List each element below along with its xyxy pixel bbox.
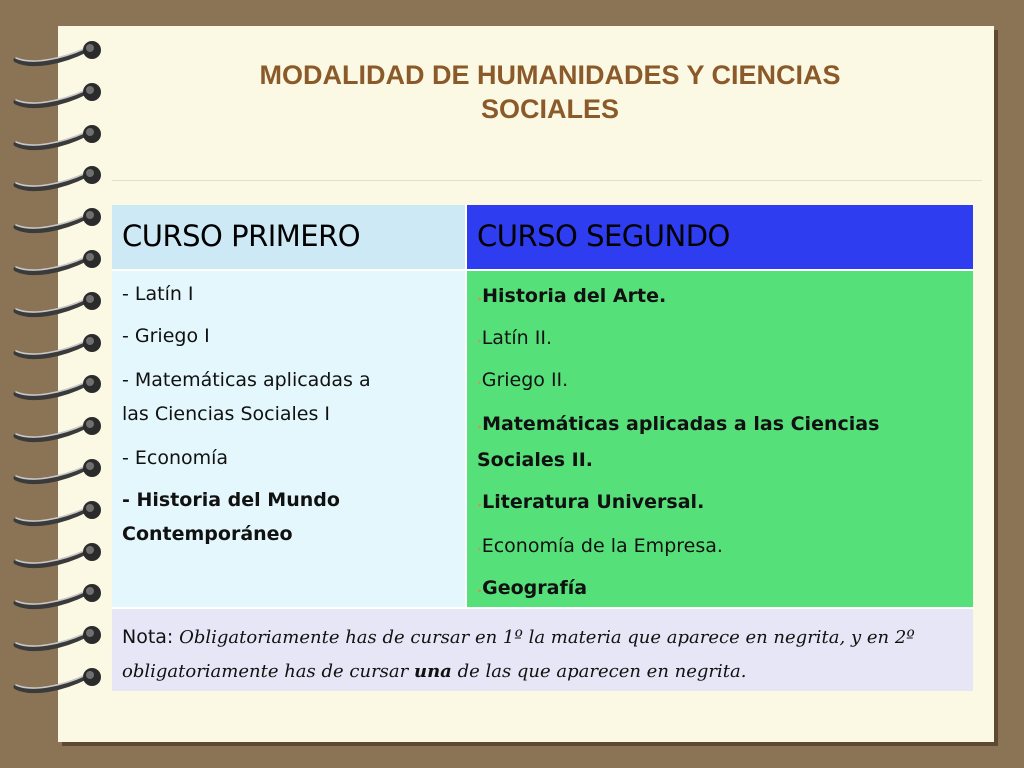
segundo-item-historia-arte bbox=[477, 279, 666, 317]
segundo-item-latin bbox=[477, 321, 552, 359]
bullet-icon: • bbox=[477, 501, 483, 510]
segundo-item-label: Literatura Universal. bbox=[482, 491, 705, 513]
primero-item-historia-line2: Contemporáneo bbox=[122, 523, 293, 545]
column-curso-segundo bbox=[467, 271, 973, 607]
bullet-icon: • bbox=[477, 295, 483, 304]
bullet-icon: • bbox=[477, 545, 482, 554]
spiral-binding-ring-icon bbox=[12, 205, 104, 235]
primero-item-economia: - Economía bbox=[122, 447, 229, 469]
bullet-icon: • bbox=[477, 587, 483, 596]
spiral-binding-ring-icon bbox=[12, 80, 104, 110]
header-curso-primero-label: CURSO PRIMERO bbox=[122, 219, 361, 253]
spiral-binding-ring-icon bbox=[12, 581, 104, 611]
header-curso-primero bbox=[112, 205, 467, 269]
spiral-binding-ring-icon bbox=[12, 163, 104, 193]
segundo-item-label: Griego II. bbox=[481, 369, 569, 391]
note-box bbox=[112, 609, 973, 691]
note-label: Nota: bbox=[122, 626, 174, 648]
title-line-1: MODALIDAD DE HUMANIDADES Y CIENCIAS bbox=[259, 60, 841, 90]
note-part-2: en 2º obligatoriamente has de cursar bbox=[122, 627, 915, 682]
segundo-item-economia-empresa bbox=[477, 529, 723, 567]
primero-item-griego: - Griego I bbox=[122, 325, 210, 347]
segundo-item-label: Geografía bbox=[482, 577, 588, 599]
primero-item-historia-line1: - Historia del Mundo bbox=[122, 489, 340, 511]
segundo-item-geografia bbox=[477, 571, 587, 609]
note-emphasis: una bbox=[413, 661, 452, 682]
segundo-item-label: Historia del Arte. bbox=[482, 285, 667, 307]
segundo-item-matematicas-line1 bbox=[477, 407, 879, 445]
divider-line bbox=[112, 180, 982, 181]
spiral-binding-ring-icon bbox=[12, 38, 104, 68]
segundo-item-label: Latín II. bbox=[481, 327, 553, 349]
segundo-item-label: Economía de la Empresa. bbox=[481, 535, 723, 557]
note-part-3: de las que aparecen en negrita. bbox=[457, 661, 747, 682]
spiral-binding-ring-icon bbox=[12, 540, 104, 570]
spiral-binding-ring-icon bbox=[12, 372, 104, 402]
bullet-icon: • bbox=[477, 379, 482, 388]
spiral-binding-ring-icon bbox=[12, 623, 104, 653]
spiral-binding-ring-icon bbox=[12, 665, 104, 695]
note-part-1: Obligatoriamente has de cursar en 1º la materia que aparece en negrita, y bbox=[179, 627, 862, 648]
column-separator bbox=[465, 205, 467, 607]
spiral-binding-ring-icon bbox=[12, 456, 104, 486]
primero-item-matematicas-line2: las Ciencias Sociales I bbox=[122, 403, 331, 425]
spiral-binding-ring-icon bbox=[12, 414, 104, 444]
primero-item-latin: - Latín I bbox=[122, 283, 194, 305]
spiral-binding-ring-icon bbox=[12, 289, 104, 319]
bullet-icon: • bbox=[477, 423, 483, 432]
note-text bbox=[122, 620, 967, 689]
bullet-icon: • bbox=[477, 337, 482, 346]
header-curso-segundo bbox=[467, 205, 973, 269]
spiral-binding-ring-icon bbox=[12, 122, 104, 152]
title-line-2: SOCIALES bbox=[480, 94, 620, 124]
header-curso-segundo-label: CURSO SEGUNDO bbox=[477, 219, 730, 253]
column-curso-primero bbox=[112, 271, 467, 607]
segundo-item-griego bbox=[477, 363, 568, 401]
segundo-item-literatura bbox=[477, 485, 704, 523]
page-title bbox=[150, 58, 950, 126]
subjects-table bbox=[112, 205, 973, 691]
segundo-item-matematicas-line2: Sociales II. bbox=[477, 449, 594, 471]
spiral-binding-ring-icon bbox=[12, 247, 104, 277]
header-separator bbox=[112, 269, 973, 271]
segundo-item-label: Matemáticas aplicadas a las Ciencias bbox=[482, 413, 880, 435]
spiral-binding-ring-icon bbox=[12, 498, 104, 528]
primero-item-matematicas-line1: - Matemáticas aplicadas a bbox=[122, 369, 371, 391]
spiral-binding-ring-icon bbox=[12, 331, 104, 361]
